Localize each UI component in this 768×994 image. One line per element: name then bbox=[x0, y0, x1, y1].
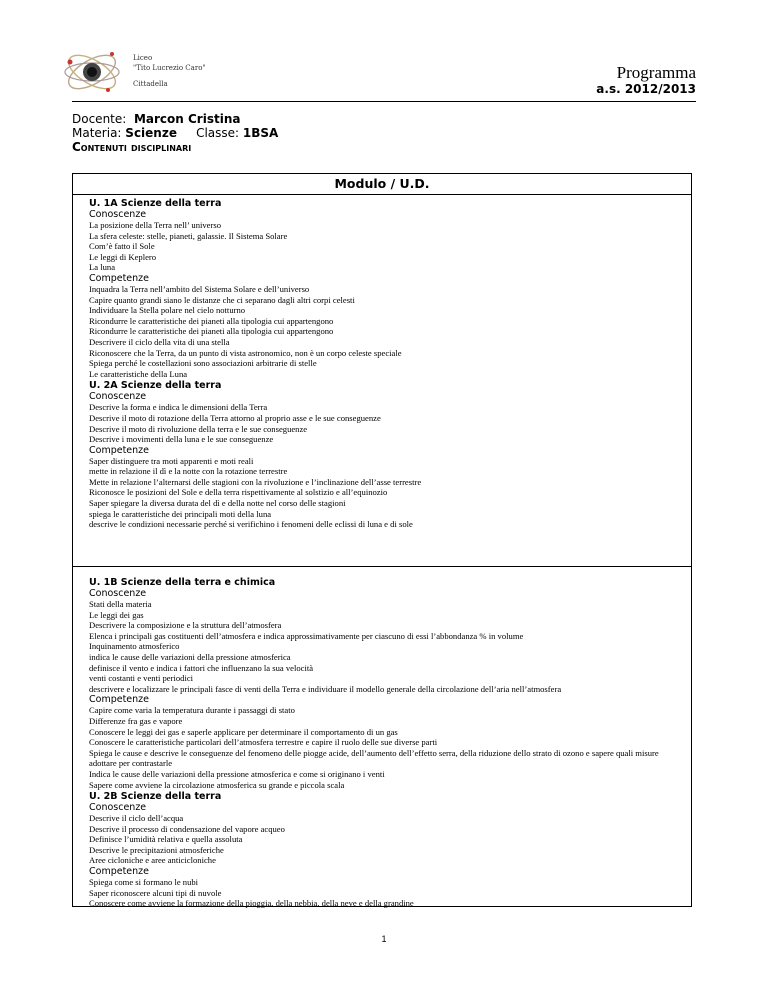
list-item: Descrive il processo di condensazione del vapore acqueo bbox=[89, 823, 285, 834]
conoscenze-label: Conoscenze bbox=[89, 588, 147, 599]
table-cell-block-2 bbox=[72, 567, 692, 907]
list-item: indica le cause delle variazioni della pressione atmosferica bbox=[89, 651, 291, 662]
unit-title: U. 1A Scienze della terra bbox=[89, 198, 222, 209]
list-item: Riconosce le posizioni del Sole e della terra rispettivamente al solstizio e all’equinozio bbox=[89, 487, 388, 498]
list-item: La sfera celeste: stelle, pianeti, galassie. Il Sistema Solare bbox=[89, 230, 288, 241]
list-item: Inquadra la Terra nell’ambito del Sistema Solare e dell’universo bbox=[89, 283, 310, 294]
table-cell-block-1 bbox=[72, 195, 692, 567]
list-item: Ricondurre le caratteristiche dei pianeti alla tipologia cui appartengono bbox=[89, 315, 334, 326]
list-item: Le leggi di Keplero bbox=[89, 251, 157, 262]
list-item: Sapere come avviene la circolazione atmosferica su grande e piccola scala bbox=[89, 779, 345, 790]
competenze-label: Competenze bbox=[89, 866, 149, 878]
list-item: Conoscere le leggi dei gas e saperle applicare per determinare il comportamento di un gas bbox=[89, 726, 398, 737]
list-item: Spiega come si formano le nubi bbox=[89, 877, 199, 888]
subject-value: Scienze bbox=[125, 126, 177, 140]
list-item: Le leggi dei gas bbox=[89, 609, 144, 620]
list-item: Saper spiegare la diversa durata del dì e della notte nel corso delle stagioni bbox=[89, 498, 346, 509]
list-item: mette in relazione il dì e la notte con la rotazione terrestre bbox=[89, 466, 288, 477]
list-item: Descrivere il ciclo della vita di una stella bbox=[89, 336, 230, 347]
unit-title: U. 1B Scienze della terra e chimica bbox=[89, 577, 276, 588]
list-item: Descrive il ciclo dell’acqua bbox=[89, 813, 184, 824]
teacher-label: Docente: bbox=[72, 112, 127, 126]
teacher-row bbox=[72, 112, 278, 126]
list-item: Individuare la Stella polare nel cielo notturno bbox=[89, 305, 246, 316]
list-item: descrivere e localizzare le principali fasce di venti della Terra e individuare il modello generale della circolazione dell’aria nell’atmosfera bbox=[89, 683, 562, 694]
subject-label: Materia: bbox=[72, 126, 122, 140]
list-item: Mette in relazione l’alternarsi delle stagioni con la rivoluzione e l’inclinazione dell’asse terrestre bbox=[89, 476, 422, 487]
list-item: Stati della materia bbox=[89, 599, 152, 609]
list-item: Elenca i principali gas costituenti dell’atmosfera e indica approssimativamente per ciascuno di essi l’abbondanza % in volume bbox=[89, 630, 524, 641]
program-title: Programma bbox=[616, 63, 696, 82]
list-item: Indica le cause delle variazioni della pressione atmosferica e come si originano i venti bbox=[89, 768, 385, 779]
logo-line-3: Cittadella bbox=[133, 80, 168, 88]
competenze-label: Competenze bbox=[89, 694, 149, 706]
logo-line-1: Liceo bbox=[133, 54, 153, 62]
conoscenze-label: Conoscenze bbox=[89, 802, 147, 814]
program-header bbox=[596, 64, 696, 96]
list-item: Saper distinguere tra moti apparenti e moti reali bbox=[89, 455, 254, 466]
competenze-label: Competenze bbox=[89, 444, 149, 456]
list-item: Aree cicloniche e aree anticicloniche bbox=[89, 855, 216, 866]
conoscenze-label: Conoscenze bbox=[89, 209, 147, 220]
list-item: Le caratteristiche della Luna bbox=[89, 368, 188, 379]
list-item: Capire quanto grandi siano le distanze che ci separano dagli altri corpi celesti bbox=[89, 294, 355, 305]
list bbox=[89, 705, 691, 790]
list-item: Inquinamento atmosferico bbox=[89, 641, 180, 652]
school-logo bbox=[62, 40, 142, 104]
list-item: Capire come varia la temperatura durante i passaggi di stato bbox=[89, 705, 295, 716]
list bbox=[89, 284, 691, 379]
list bbox=[89, 220, 691, 273]
list-item: venti costanti e venti periodici bbox=[89, 673, 194, 684]
list-item: Descrive il moto di rotazione della Terra attorno al proprio asse e le sue conseguenze bbox=[89, 412, 381, 423]
list-item: Definisce l’umidità relativa e quella assoluta bbox=[89, 834, 243, 845]
list-item: definisce il vento e indica i fattori che influenzano la sua velocità bbox=[89, 662, 314, 673]
list-item: Spiega le cause e descrive le conseguenze del fenomeno delle piogge acide, dell’aumento dell’effetto serra, della riduzione dello strato di ozono e sapere quali misure adottare per contrastarle bbox=[89, 747, 659, 769]
list-item: Riconoscere che la Terra, da un punto di vista astronomico, non è un corpo celeste speciale bbox=[89, 347, 402, 358]
school-year: a.s. 2012/2013 bbox=[596, 82, 696, 96]
list-item: Conoscere come avviene la formazione della pioggia, della nebbia, della neve e della grandine bbox=[89, 898, 414, 909]
list-item: Saper riconoscere alcuni tipi di nuvole bbox=[89, 887, 222, 898]
list-item: Differenze fra gas e vapore bbox=[89, 715, 183, 726]
list bbox=[89, 402, 691, 444]
table-header: Modulo / U.D. bbox=[334, 176, 430, 191]
list-item: Descrive la forma e indica le dimensioni della Terra bbox=[89, 402, 268, 413]
header-rule bbox=[72, 101, 696, 102]
unit-title: U. 2B Scienze della terra bbox=[89, 791, 222, 803]
list-item: Com’è fatto il Sole bbox=[89, 241, 155, 252]
class-value: 1BSA bbox=[242, 126, 279, 140]
list-item: Spiega perché le costellazioni sono associazioni arbitrarie di stelle bbox=[89, 358, 317, 369]
list-item: Descrive i movimenti della luna e le sue conseguenze bbox=[89, 434, 274, 445]
page-number: 1 bbox=[381, 934, 387, 944]
list-item: La luna bbox=[89, 262, 116, 273]
logo-line-2: "Tito Lucrezio Caro" bbox=[133, 64, 206, 72]
list-item: Conoscere le caratteristiche particolari dell’atmosfera terrestre e capire il ruolo delle sue diverse parti bbox=[89, 737, 438, 748]
teacher-value: Marcon Cristina bbox=[133, 112, 241, 126]
conoscenze-label: Conoscenze bbox=[89, 391, 147, 403]
unit-title: U. 2A Scienze della terra bbox=[89, 380, 222, 392]
list-item: spiega le caratteristiche dei principali moti della luna bbox=[89, 508, 272, 519]
list-item: Ricondurre le caratteristiche dei pianeti alla tipologia cui appartengono bbox=[89, 326, 334, 337]
list-item: La posizione della Terra nell’ universo bbox=[89, 220, 221, 230]
list bbox=[89, 877, 691, 909]
table-header-cell bbox=[72, 173, 692, 195]
competenze-label: Competenze bbox=[89, 272, 149, 284]
list bbox=[89, 456, 691, 530]
subject-row bbox=[72, 126, 278, 140]
section-label: Contenuti disciplinari bbox=[72, 140, 192, 154]
list-item: Descrivere la composizione e la struttura dell’atmosfera bbox=[89, 620, 282, 631]
list bbox=[89, 813, 691, 866]
list-item: Descrive le precipitazioni atmosferiche bbox=[89, 844, 224, 855]
document-meta bbox=[72, 112, 278, 154]
list bbox=[89, 599, 691, 694]
list-item: Descrive il moto di rivoluzione della terra e le sue conseguenze bbox=[89, 423, 308, 434]
logo-text bbox=[133, 53, 206, 89]
list-item: descrive le condizioni necessarie perché si verifichino i fenomeni delle eclissi di luna e di sole bbox=[89, 519, 413, 530]
class-label: Classe: bbox=[196, 126, 240, 140]
